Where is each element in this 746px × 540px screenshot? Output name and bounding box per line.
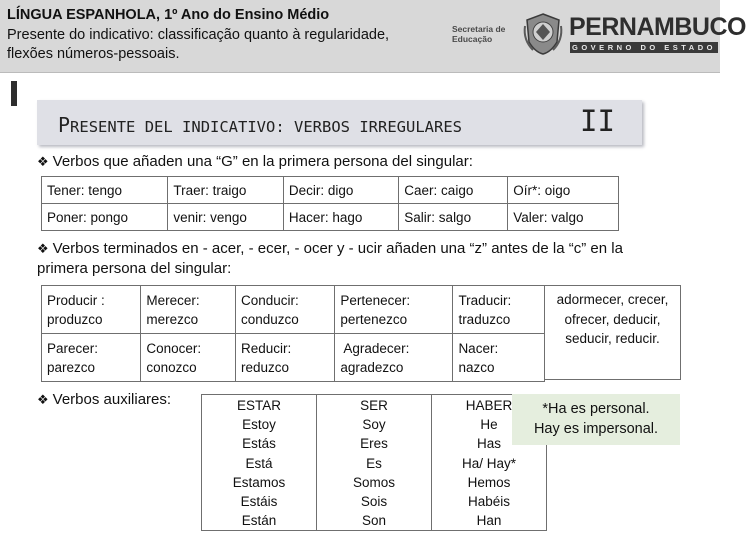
verb-infinitive: Nacer: bbox=[458, 340, 499, 356]
table-cell: Poner: pongo bbox=[42, 204, 168, 231]
hay-note-line2: Hay es impersonal. bbox=[533, 421, 659, 437]
diamond-bullet-icon: ❖ bbox=[37, 154, 49, 169]
aux-form: Eres bbox=[360, 436, 388, 452]
aux-form: Han bbox=[476, 513, 502, 529]
table-cell: Oír*: oigo bbox=[508, 177, 619, 204]
verb-conjugated: conozco bbox=[146, 359, 197, 375]
table-cell: Traer: traigo bbox=[168, 177, 283, 204]
extra-verbs-note bbox=[545, 285, 681, 380]
table-cell bbox=[141, 334, 236, 382]
section2-heading bbox=[37, 239, 707, 279]
table-cell: Tener: tengo bbox=[42, 177, 168, 204]
secretaria-logo-text bbox=[452, 24, 505, 44]
verb-infinitive: Parecer: bbox=[47, 340, 99, 356]
table-cell bbox=[141, 286, 236, 334]
table-cell: Caer: caigo bbox=[399, 177, 508, 204]
z-verbs-table bbox=[41, 285, 545, 382]
section1-title: Verbos que añaden una “G” en la primera persona del singular: bbox=[52, 153, 473, 170]
aux-form: HABER bbox=[465, 398, 513, 413]
table-row bbox=[202, 395, 547, 531]
verb-infinitive: Reducir: bbox=[241, 340, 292, 356]
diamond-bullet-icon: ❖ bbox=[37, 392, 49, 407]
section3-heading bbox=[37, 390, 171, 410]
table-cell bbox=[335, 286, 453, 334]
banner-roman-numeral: II bbox=[580, 104, 615, 138]
table-cell: Salir: salgo bbox=[399, 204, 508, 231]
section1-heading bbox=[37, 152, 473, 172]
g-verbs-table bbox=[41, 176, 619, 231]
note-line: ofrecer, deducir, bbox=[564, 311, 661, 327]
secretaria-line2: Educação bbox=[452, 34, 493, 44]
aux-form: Están bbox=[241, 513, 277, 529]
aux-form: Has bbox=[476, 436, 501, 452]
verb-infinitive: Pertenecer: bbox=[340, 292, 411, 308]
note-line: adormecer, crecer, bbox=[556, 292, 669, 307]
section3-title: Verbos auxiliares: bbox=[52, 391, 172, 408]
aux-form: Hemos bbox=[467, 474, 511, 490]
aux-form: He bbox=[480, 417, 498, 433]
table-row bbox=[42, 334, 545, 382]
verb-infinitive: Agradecer: bbox=[340, 340, 410, 356]
banner-title-initial: P bbox=[58, 113, 71, 137]
header-subtitle-line1: Presente do indicativo: classificação quanto à regularidade, bbox=[7, 26, 390, 43]
auxiliary-verbs-table bbox=[201, 394, 547, 531]
table-cell bbox=[236, 286, 335, 334]
verb-conjugated: conduzco bbox=[241, 311, 299, 327]
aux-form: Estoy bbox=[242, 417, 276, 433]
hay-note-line1: *Ha es personal. bbox=[542, 401, 650, 417]
verb-infinitive: Traducir: bbox=[458, 292, 512, 308]
header-title: LÍNGUA ESPANHOLA, 1º Ano do Ensino Médio bbox=[7, 7, 330, 23]
section2-title-line1: Verbos terminados en - acer, - ecer, - ocer y - ucir añaden una “z” antes de la “c” en la bbox=[52, 240, 623, 257]
aux-form: Está bbox=[245, 455, 273, 471]
verb-infinitive: Conocer: bbox=[146, 340, 202, 356]
verb-conjugated: produzco bbox=[47, 311, 103, 327]
verb-conjugated: parezco bbox=[47, 359, 96, 375]
hay-note-box bbox=[512, 394, 680, 445]
table-cell bbox=[453, 334, 545, 382]
note-line: seducir, reducir. bbox=[565, 331, 660, 346]
verb-conjugated: merezco bbox=[146, 311, 199, 327]
header-text bbox=[7, 6, 389, 65]
aux-form: Estás bbox=[242, 436, 276, 452]
banner-title bbox=[58, 114, 462, 138]
verb-conjugated: pertenezco bbox=[340, 311, 408, 327]
aux-form: Es bbox=[366, 455, 382, 471]
secretaria-line1: Secretaria de bbox=[452, 24, 506, 34]
verb-conjugated: reduzco bbox=[241, 359, 290, 375]
diamond-bullet-icon: ❖ bbox=[37, 241, 49, 256]
aux-form: Estamos bbox=[232, 474, 286, 490]
aux-form: Sois bbox=[360, 494, 388, 510]
table-row bbox=[42, 177, 619, 204]
table-cell bbox=[335, 334, 453, 382]
brand-subtitle: GOVERNO DO ESTADO bbox=[570, 42, 718, 53]
table-cell: Hacer: hago bbox=[283, 204, 398, 231]
table-cell bbox=[42, 334, 141, 382]
aux-form: Estáis bbox=[240, 494, 278, 510]
aux-form: ESTAR bbox=[236, 398, 281, 413]
table-cell bbox=[42, 286, 141, 334]
section2-title-line2: primera persona del singular: bbox=[37, 260, 232, 277]
table-row bbox=[42, 204, 619, 231]
verb-conjugated: traduzco bbox=[458, 311, 511, 327]
aux-form: Soy bbox=[362, 417, 386, 433]
brand-logo: PERNAMBUCO bbox=[569, 13, 746, 41]
slide-marker bbox=[11, 81, 17, 106]
table-cell: Decir: digo bbox=[283, 177, 398, 204]
verb-conjugated: agradezco bbox=[340, 359, 404, 375]
state-seal-icon bbox=[523, 12, 563, 56]
verb-infinitive: Conducir: bbox=[241, 292, 299, 308]
aux-column-estar bbox=[202, 395, 317, 531]
page-header bbox=[0, 0, 746, 73]
verb-conjugated: nazco bbox=[458, 359, 495, 375]
aux-column-ser bbox=[317, 395, 432, 531]
table-cell bbox=[236, 334, 335, 382]
table-cell: venir: vengo bbox=[168, 204, 283, 231]
verb-infinitive: Merecer: bbox=[146, 292, 200, 308]
table-row bbox=[42, 286, 545, 334]
banner-title-text: RESENTE DEL INDICATIVO: VERBOS IRREGULARES bbox=[70, 118, 462, 136]
aux-form: Ha/ Hay* bbox=[461, 455, 517, 471]
table-cell bbox=[453, 286, 545, 334]
aux-form: Habéis bbox=[467, 494, 511, 510]
aux-form: Somos bbox=[352, 474, 396, 490]
header-subtitle-line2: flexões números-pessoais. bbox=[7, 46, 180, 62]
verb-infinitive: Producir : bbox=[47, 292, 105, 308]
aux-form: Son bbox=[361, 513, 387, 529]
aux-form: SER bbox=[360, 398, 388, 413]
table-cell: Valer: valgo bbox=[508, 204, 619, 231]
